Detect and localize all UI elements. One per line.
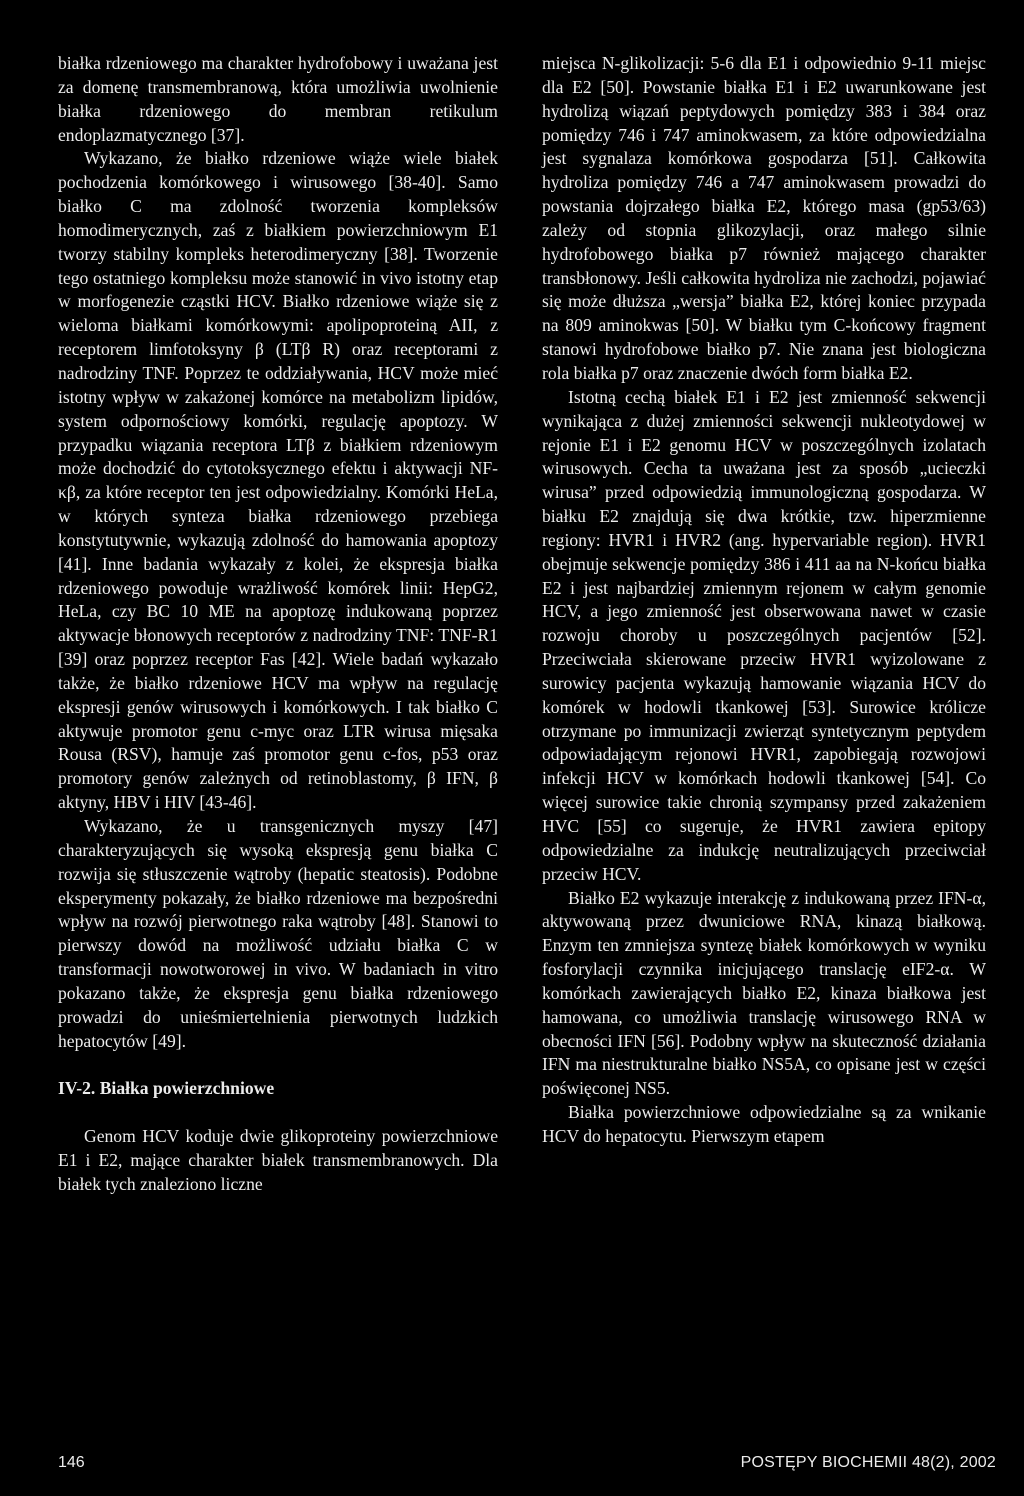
paragraph: Białko E2 wykazuje interakcję z indukowaną przez IFN-α, aktywowaną przez dwuniciowe RNA, kinazą białkową. Enzym ten zmniejsza syntezę białek komórkowych w wyniku fosforylacji czynnika inicjującego translację eIF2-α. W komórkach zawierających białko E2, kinaza białkowa jest hamowana, co umożliwia translację wirusowego RNA w obecności IFN [56]. Podobny wpływ na skuteczność działania IFN ma niestrukturalne białko NS5A, co opisane jest w części poświęconej NS5. [542,887,986,1099]
paragraph: miejsca N-glikolizacji: 5-6 dla E1 i odpowiednio 9-11 miejsc dla E2 [50]. Powstanie białka E1 i E2 uwarunkowane jest hydrolizą wiązań peptydowych pomiędzy 383 i 384 oraz pomiędzy 746 i 747 aminokwasem, za które odpowiedzialna jest sygnalaza komórkowa gospodarza [51]. Całkowita hydroliza pomiędzy 746 a 747 aminokwasem prowadzi do powstania dojrzałego białka E2, którego masa (gp53/63) zależy od stopnia glikozylacji, oraz małego silnie hydrofobowego białka p7 również mającego charakter transbłonowy. Jeśli całkowita hydroliza nie zachodzi, pojawiać się może dłuższa „wersja” białka E2, której koniec przypada na 809 aminokwas [50]. W białku tym C-końcowy fragment stanowi hydrofobowe białko p7. Nie znana jest biologiczna rola białka p7 oraz znaczenie dwóch form białka E2. [542,53,986,383]
paragraph: Wykazano, że u transgenicznych myszy [47] charakteryzujących się wysoką ekspresją genu białka C rozwija się stłuszczenie wątroby (hepatic steatosis). Podobne eksperymenty pokazały, że białko rdzeniowe ma bezpośredni wpływ na rozwój pierwotnego raka wątroby [48]. Stanowi to pierwszy dowód na możliwość udziału białka C w transformacji nowotworowej in vivo. W badaniach in vitro pokazano także, że ekspresja genu białka rdzeniowego prowadzi do unieśmiertelnienia pierwotnych ludzkich hepatocytów [49]. [58,816,498,1051]
journal-reference: POSTĘPY BIOCHEMII 48(2), 2002 [740,1454,996,1471]
paragraph: Białka powierzchniowe odpowiedzialne są za wnikanie HCV do hepatocytu. Pierwszym etapem [542,1102,986,1146]
right-column [542,52,986,1149]
paragraph: Wykazano, że białko rdzeniowe wiąże wiele białek pochodzenia komórkowego i wirusowego [38-40]. Samo białko C ma zdolność tworzenia kompleksów homodimerycznych, zaś z białkiem powierzchniowym E1 tworzy stabilny kompleks heterodimeryczny [38]. Tworzenie tego ostatniego kompleksu może stanowić in vivo istotny etap w morfogenezie cząstki HCV. Białko rdzeniowe wiąże się z wieloma białkami komórkowymi: apolipoproteiną AII, z receptorem limfotoksyny β (LTβ R) oraz receptorami z nadrodziny TNF. Poprzez te oddziaływania, HCV może mieć istotny wpływ w zakażonej komórce na metabolizm lipidów, system odpornościowy komórki, regulację apoptozy. W przypadku wiązania receptora LTβ z białkiem rdzeniowym może dochodzić do cytotoksycznego efektu i aktywacji NF-κβ, za które receptor ten jest odpowiedzialny. Komórki HeLa, w których synteza białka rdzeniowego przebiega konstytutywnie, wykazują zdolność do hamowania apoptozy [41]. Inne badania wykazały z kolei, że ekspresja białka rdzeniowego powoduje wrażliwość komórek linii: HepG2, HeLa, czy BC 10 ME na apoptozę indukowaną poprzez aktywacje błonowych receptorów z nadrodziny TNF: TNF-R1 [39] oraz poprzez receptor Fas [42]. Wiele badań wykazało także, że białko rdzeniowe HCV ma wpływ na regulację ekspresji genów wirusowych i komórkowych. I tak białko C aktywuje promotor genu c-myc oraz LTR wirusa mięsaka Rousa (RSV), hamuje zaś promotor genu c-fos, p53 oraz promotory genów zależnych od retinoblastomy, β IFN, β aktyny, HBV i HIV [43-46]. [58,148,498,813]
page-number: 146 [58,1454,85,1471]
paragraph: Istotną cechą białek E1 i E2 jest zmienność sekwencji wynikająca z dużej zmienności sekwencji nukleotydowej w rejonie E1 i E2 genomu HCV w poszczególnych izolatach wirusowych. Cecha ta uważana jest za sposób „ucieczki wirusa” przed odpowiedzią immunologiczną gospodarza. W białku E2 znajdują się dwa krótkie, tzw. hiperzmienne regiony: HVR1 i HVR2 (ang. hypervariable region). HVR1 obejmuje sekwencje pomiędzy 386 i 411 aa na N-końcu białka E2 i jest najbardziej zmiennym rejonem w całym genomie HCV, a jego zmienność jest obserwowana nawet w czasie rozwoju choroby u poszczególnych pacjentów [52]. Przeciwciała skierowane przeciw HVR1 wyizolowane z surowicy pacjenta wykazują hamowanie wiązania HCV do komórek w hodowli tkankowej [53]. Surowice królicze otrzymane po immunizacji zwierząt syntetycznym peptydem odpowiadającym rejonowi HVR1, zapobiegają rozwojowi infekcji HCV w komórkach hodowli tkankowej [54]. Co więcej surowice takie chronią szympansy przed zakażeniem HVC [55] co sugeruje, że HVR1 zawiera epitopy odpowiedzialne za indukcję neutralizujących przeciwciał przeciw HCV. [542,386,986,884]
paragraph: Genom HCV koduje dwie glikoproteiny powierzchniowe E1 i E2, mające charakter białek transmembranowych. Dla białek tych znaleziono liczne [58,1126,498,1194]
paragraph: białka rdzeniowego ma charakter hydrofobowy i uważana jest za domenę transmembranową, która umożliwia uwolnienie białka rdzeniowego do membran retikulum endoplazmatycznego [37]. [58,53,498,145]
left-column [58,52,498,1197]
section-heading: IV-2. Białka powierzchniowe [58,1078,275,1099]
